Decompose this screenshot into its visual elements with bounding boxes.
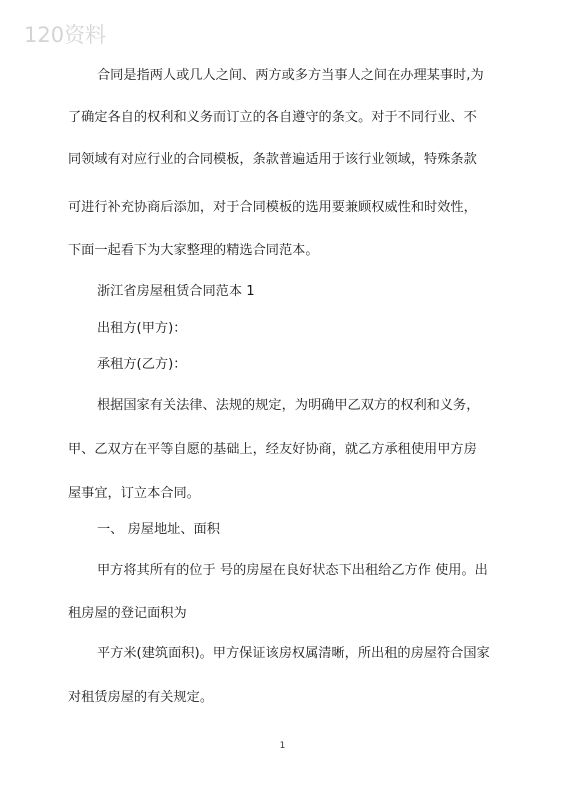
paragraph-basis-line-1: 根据国家有关法律、法规的规定，为明确甲乙双方的权利和义务，	[97, 398, 480, 413]
paragraph-basis-line-2: 甲、乙双方在平等自愿的基础上，经友好协商，就乙方承租使用甲方房	[68, 442, 477, 457]
watermark-logo: 120资料	[24, 23, 107, 47]
section-heading-address-area: 一、 房屋地址、面积	[97, 522, 220, 537]
paragraph-address-line-2: 租房屋的登记面积为	[68, 606, 187, 621]
paragraph-address-line-1: 甲方将其所有的位于 号的房屋在良好状态下出租给乙方作 使用。出	[97, 563, 488, 578]
paragraph-intro-line-5: 下面一起看下为大家整理的精选合同范本。	[68, 243, 319, 258]
paragraph-intro-line-1: 合同是指两人或几人之间、两方或多方当事人之间在办理某事时,为	[97, 68, 484, 83]
paragraph-address-line-3: 平方米(建筑面积)。甲方保证该房权属清晰，所出租的房屋符合国家	[97, 646, 490, 661]
paragraph-intro-line-4: 可进行补充协商后添加，对于合同模板的选用要兼顾权威性和时效性，	[68, 200, 477, 215]
lessee-field: 承租方(乙方)：	[97, 357, 187, 372]
paragraph-intro-line-2: 了确定各自的权利和义务而订立的各自遵守的条文。对于不同行业、不	[68, 110, 477, 125]
paragraph-address-line-4: 对租赁房屋的有关规定。	[68, 690, 214, 705]
lessor-field: 出租方(甲方)：	[97, 321, 187, 336]
paragraph-basis-line-3: 屋事宜，订立本合同。	[68, 486, 200, 501]
contract-title: 浙江省房屋租赁合同范本 1	[97, 284, 255, 299]
page-number: 1	[279, 741, 286, 751]
paragraph-intro-line-3: 同领域有对应行业的合同模板，条款普遍适用于该行业领域，特殊条款	[68, 152, 477, 167]
